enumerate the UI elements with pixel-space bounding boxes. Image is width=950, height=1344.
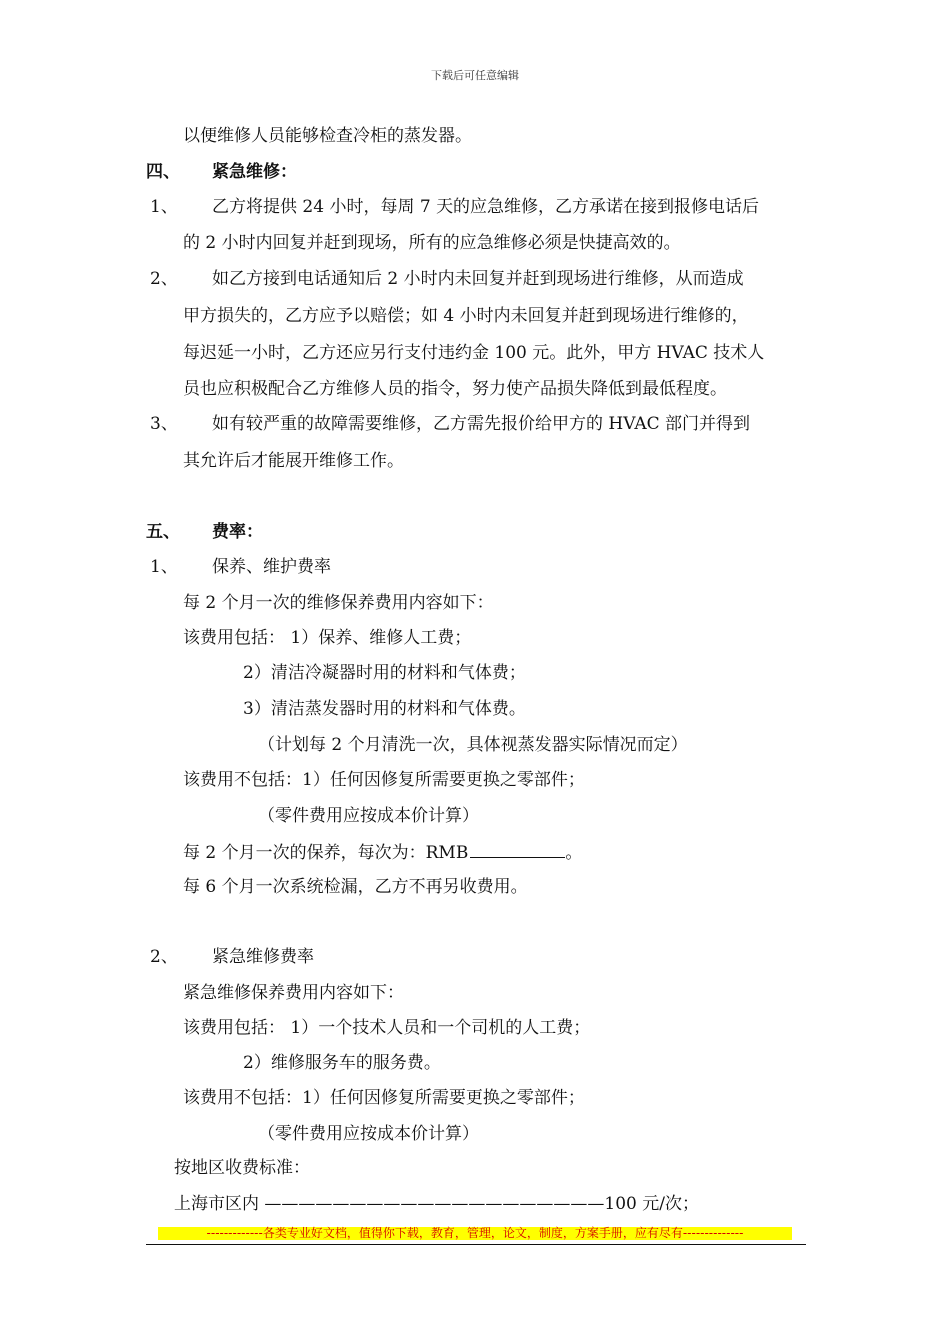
text-line: 乙方将提供 24 小时，每周 7 天的应急维修，乙方承诺在接到报修电话后 <box>212 197 760 217</box>
text-line: 按地区收费标准： <box>174 1158 310 1178</box>
text-line: 上海市区内 ————————————————————100 元/次； <box>174 1194 699 1214</box>
text-line: 员也应积极配合乙方维修人员的指令，努力使产品损失降低到最低程度。 <box>183 379 727 399</box>
text-line: 每 6 个月一次系统检漏，乙方不再另收费用。 <box>183 877 528 897</box>
item-number: 2、 <box>150 269 178 289</box>
text-line: 该费用包括： 1）一个技术人员和一个司机的人工费； <box>183 1018 591 1038</box>
fee-line-suffix: 。 <box>565 843 583 863</box>
fee-line-prefix: 每 2 个月一次的保养，每次为：RMB <box>183 843 469 863</box>
text-line: 如乙方接到电话通知后 2 小时内未回复并赶到现场进行维修，从而造成 <box>212 269 744 289</box>
section-title: 紧急维修： <box>212 162 297 182</box>
text-line: （零件费用应按成本价计算） <box>258 806 479 826</box>
item-number: 1、 <box>150 557 178 577</box>
item-number: 3、 <box>150 414 178 434</box>
text-line: 紧急维修保养费用内容如下： <box>183 983 404 1003</box>
text-line: 该费用不包括：1）任何因修复所需要更换之零部件； <box>183 770 585 790</box>
text-line: 如有较严重的故障需要维修，乙方需先报价给甲方的 HVAC 部门并得到 <box>212 414 751 434</box>
text-line: 2）维修服务车的服务费。 <box>243 1053 441 1073</box>
text-line: 每 2 个月一次的维修保养费用内容如下： <box>183 593 494 613</box>
footer-divider <box>146 1244 806 1245</box>
text-line: 其允许后才能展开维修工作。 <box>183 451 404 471</box>
text-line: 每迟延一小时，乙方还应另行支付违约金 100 元。此外，甲方 HVAC 技术人 <box>183 343 765 363</box>
section-title: 费率： <box>212 522 263 542</box>
page-footer: -------------各类专业好文档，值得你下载，教育，管理，论文，制度，方案手册，应有尽有-------------- <box>206 1226 744 1240</box>
text-line: 以便维修人员能够检查冷柜的蒸发器。 <box>183 126 472 146</box>
text-line: 该费用包括： 1）保养、维修人工费； <box>183 628 472 648</box>
text-line: 甲方损失的，乙方应予以赔偿；如 4 小时内未回复并赶到现场进行维修的， <box>183 306 749 326</box>
section-number: 五、 <box>146 522 180 542</box>
subsection-title: 保养、维护费率 <box>212 557 331 577</box>
fee-line <box>183 841 582 863</box>
text-line: （计划每 2 个月清洗一次，具体视蒸发器实际情况而定） <box>258 735 688 755</box>
item-number: 1、 <box>150 197 178 217</box>
section-number: 四、 <box>146 162 180 182</box>
text-line: 的 2 小时内回复并赶到现场，所有的应急维修必须是快捷高效的。 <box>183 233 681 253</box>
fee-blank[interactable] <box>470 841 565 858</box>
page-header: 下载后可任意编辑 <box>431 69 519 82</box>
text-line: 该费用不包括：1）任何因修复所需要更换之零部件； <box>183 1088 585 1108</box>
text-line: 2）清洁冷凝器时用的材料和气体费； <box>243 663 526 683</box>
subsection-title: 紧急维修费率 <box>212 947 314 967</box>
item-number: 2、 <box>150 947 178 967</box>
text-line: 3）清洁蒸发器时用的材料和气体费。 <box>243 699 526 719</box>
text-line: （零件费用应按成本价计算） <box>258 1124 479 1144</box>
